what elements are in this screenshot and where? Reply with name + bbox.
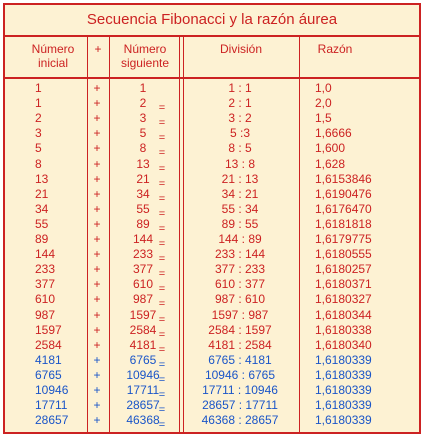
razon-cell: 1,628 <box>315 156 346 171</box>
plus-sign: + <box>93 216 101 231</box>
table-row <box>5 413 419 432</box>
division-cell: 21 : 13 <box>221 171 259 186</box>
numero-siguiente: 13 <box>136 156 150 171</box>
numero-inicial: 34 <box>35 201 49 216</box>
razon-cell: 1,600 <box>315 141 346 156</box>
equals-sign: = <box>158 343 166 356</box>
numero-siguiente: 17711 <box>126 383 160 397</box>
table-row <box>5 141 419 160</box>
equals-sign: = <box>158 404 166 417</box>
division-cell: 13 : 8 <box>224 156 256 171</box>
numero-inicial: 1597 <box>35 322 62 337</box>
razon-cell: 1,6180257 <box>315 262 372 277</box>
numero-siguiente: 2584 <box>129 322 157 337</box>
numero-siguiente: 28657 <box>126 398 160 413</box>
table-row <box>5 126 419 145</box>
numero-inicial: 13 <box>35 171 49 186</box>
razon-cell: 1,6190476 <box>315 186 372 201</box>
equals-sign: = <box>158 268 166 281</box>
equals-sign: = <box>158 298 166 311</box>
header-razon: Razón <box>317 42 353 56</box>
razon-cell: 1,6180371 <box>315 277 372 292</box>
division-cell: 2 : 1 <box>228 96 252 111</box>
numero-siguiente: 987 <box>132 292 154 307</box>
numero-siguiente: 10946 <box>126 367 160 382</box>
table-title: Secuencia Fibonacci y la razón áurea <box>5 5 419 37</box>
plus-sign: + <box>93 186 101 201</box>
numero-siguiente: 46368 <box>126 413 160 428</box>
numero-inicial: 55 <box>35 216 49 231</box>
table-row <box>5 307 419 326</box>
equals-sign: = <box>158 192 166 205</box>
plus-sign: + <box>93 156 101 171</box>
table-row <box>5 247 419 266</box>
table-row <box>5 383 419 401</box>
plus-sign: + <box>93 383 101 397</box>
plus-sign: + <box>93 232 101 246</box>
equals-sign: = <box>158 238 166 250</box>
division-cell: 55 : 34 <box>221 201 259 216</box>
equals-sign: = <box>158 419 166 432</box>
numero-siguiente: 89 <box>136 216 150 231</box>
division-cell: 28657 : 17711 <box>202 398 278 413</box>
table-row <box>5 262 419 281</box>
numero-siguiente: 5 <box>139 126 147 141</box>
plus-sign: + <box>93 413 101 428</box>
equals-sign: = <box>158 389 166 401</box>
header-numero-inicial <box>23 42 83 70</box>
header-text: Número <box>123 42 167 56</box>
numero-siguiente: 34 <box>136 186 150 201</box>
numero-inicial: 233 <box>35 262 56 277</box>
numero-siguiente: 4181 <box>129 337 157 352</box>
table-row <box>5 367 419 386</box>
division-cell: 8 : 5 <box>228 141 252 156</box>
numero-siguiente: 610 <box>132 277 154 292</box>
razon-cell: 1,0 <box>315 81 332 95</box>
numero-siguiente: 1 <box>139 81 147 95</box>
numero-inicial: 5 <box>35 141 42 156</box>
table-row <box>5 337 419 356</box>
table-row <box>5 277 419 296</box>
equals-sign: = <box>158 177 166 190</box>
numero-inicial: 6765 <box>35 367 62 382</box>
plus-sign: + <box>93 277 101 292</box>
razon-cell: 1,6179775 <box>315 232 372 246</box>
numero-inicial: 144 <box>35 247 56 262</box>
razon-cell: 1,6153846 <box>315 171 372 186</box>
table-row <box>5 232 419 250</box>
plus-sign: + <box>93 367 101 382</box>
numero-siguiente: 21 <box>136 171 150 186</box>
numero-siguiente: 144 <box>132 232 154 246</box>
table-row <box>5 352 419 371</box>
header-plus: + <box>94 42 102 56</box>
table-row <box>5 81 419 96</box>
equals-sign: = <box>158 102 166 115</box>
razon-cell: 1,6180339 <box>315 383 372 397</box>
division-cell: 1597 : 987 <box>211 307 269 322</box>
numero-siguiente: 377 <box>132 262 154 277</box>
numero-inicial: 610 <box>35 292 56 307</box>
division-cell: 89 : 55 <box>221 216 259 231</box>
header-division: División <box>219 42 262 56</box>
equals-sign: = <box>158 222 166 235</box>
equals-sign: = <box>158 328 166 341</box>
numero-inicial: 2584 <box>35 337 62 352</box>
table-row <box>5 322 419 341</box>
table-row <box>5 111 419 130</box>
numero-inicial: 3 <box>35 126 42 141</box>
plus-sign: + <box>93 141 101 156</box>
numero-inicial: 2 <box>35 111 42 126</box>
plus-sign: + <box>93 322 101 337</box>
division-cell: 610 : 377 <box>214 277 266 292</box>
fibonacci-table <box>3 3 421 434</box>
plus-sign: + <box>93 352 101 367</box>
division-cell: 46368 : 28657 <box>201 413 279 428</box>
table-row <box>5 292 419 311</box>
equals-sign: = <box>158 253 166 266</box>
equals-sign: = <box>158 207 166 220</box>
numero-inicial: 987 <box>35 307 56 322</box>
plus-sign: + <box>93 126 101 141</box>
plus-sign: + <box>93 292 101 307</box>
numero-siguiente: 6765 <box>129 352 157 367</box>
plus-sign: + <box>93 337 101 352</box>
division-cell: 2584 : 1597 <box>208 322 272 337</box>
division-cell: 987 : 610 <box>214 292 266 307</box>
plus-sign: + <box>93 171 101 186</box>
numero-inicial: 377 <box>35 277 56 292</box>
razon-cell: 1,6180339 <box>315 367 372 382</box>
razon-cell: 1,6176470 <box>315 201 372 216</box>
header-text: siguiente <box>120 56 170 70</box>
numero-siguiente: 55 <box>136 201 150 216</box>
plus-sign: + <box>93 81 101 95</box>
plus-sign: + <box>93 398 101 413</box>
plus-sign: + <box>93 96 101 111</box>
division-cell: 10946 : 6765 <box>204 367 276 382</box>
razon-cell: 1,6180344 <box>315 307 372 322</box>
numero-siguiente: 233 <box>132 247 154 262</box>
numero-inicial: 10946 <box>35 383 69 397</box>
equals-sign: = <box>158 117 166 130</box>
table-row <box>5 171 419 190</box>
numero-siguiente: 1597 <box>129 307 157 322</box>
header-text: Número <box>31 42 75 56</box>
division-cell: 34 : 21 <box>221 186 259 201</box>
header-divider <box>5 77 419 79</box>
plus-sign: + <box>93 262 101 277</box>
header-text: inicial <box>37 56 68 70</box>
razon-cell: 1,6666 <box>315 126 352 141</box>
plus-sign: + <box>93 201 101 216</box>
equals-sign: = <box>158 358 166 371</box>
equals-sign: = <box>158 313 166 326</box>
numero-inicial: 89 <box>35 232 49 246</box>
division-cell: 377 : 233 <box>214 262 266 277</box>
numero-inicial: 28657 <box>35 413 69 428</box>
header-numero-siguiente <box>113 42 177 70</box>
plus-sign: + <box>93 111 101 126</box>
division-cell: 3 : 2 <box>228 111 252 126</box>
division-cell: 1 : 1 <box>228 81 252 95</box>
numero-inicial: 1 <box>35 96 42 111</box>
equals-sign: = <box>158 283 166 296</box>
table-row <box>5 216 419 235</box>
razon-cell: 1,6180339 <box>315 352 372 367</box>
razon-cell: 1,6181818 <box>315 216 372 231</box>
razon-cell: 1,6180340 <box>315 337 372 352</box>
numero-inicial: 1 <box>35 81 42 95</box>
razon-cell: 1,6180327 <box>315 292 372 307</box>
numero-siguiente: 2 <box>139 96 147 111</box>
table-row <box>5 156 419 175</box>
numero-inicial: 17711 <box>35 398 68 413</box>
equals-sign: = <box>158 162 166 175</box>
numero-siguiente: 3 <box>139 111 147 126</box>
equals-sign: = <box>158 132 166 145</box>
division-cell: 6765 : 4181 <box>208 352 272 367</box>
division-cell: 144 : 89 <box>218 232 262 246</box>
numero-siguiente: 8 <box>139 141 147 156</box>
division-cell: 5 :3 <box>229 126 250 141</box>
razon-cell: 2,0 <box>315 96 332 111</box>
plus-sign: + <box>93 307 101 322</box>
table-row <box>5 186 419 205</box>
table-row <box>5 398 419 417</box>
razon-cell: 1,6180339 <box>315 398 372 413</box>
table-row <box>5 201 419 220</box>
plus-sign: + <box>93 247 101 262</box>
razon-cell: 1,5 <box>315 111 332 126</box>
equals-sign: = <box>158 373 166 386</box>
numero-inicial: 8 <box>35 156 42 171</box>
equals-sign: = <box>158 147 166 160</box>
division-cell: 17711 : 10946 <box>202 383 278 397</box>
razon-cell: 1,6180338 <box>315 322 372 337</box>
division-cell: 4181 : 2584 <box>208 337 272 352</box>
table-row <box>5 96 419 115</box>
numero-inicial: 21 <box>35 186 49 201</box>
division-cell: 233 : 144 <box>214 247 266 262</box>
numero-inicial: 4181 <box>35 352 62 367</box>
razon-cell: 1,6180339 <box>315 413 372 428</box>
razon-cell: 1,6180555 <box>315 247 372 262</box>
